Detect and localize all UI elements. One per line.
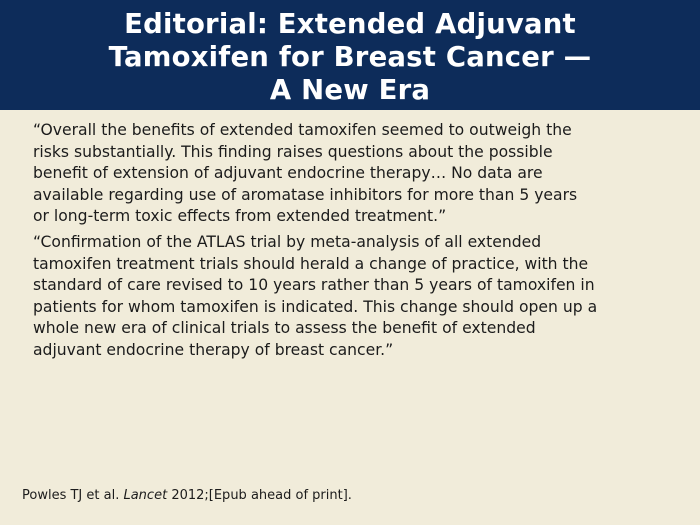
quote-line: whole new era of clinical trials to assess the benefit of extended: [33, 319, 536, 338]
citation: [22, 488, 352, 503]
citation-journal: Lancet: [123, 488, 168, 503]
title-line: Tamoxifen for Breast Cancer —: [108, 40, 592, 73]
quote-line: “Overall the benefits of extended tamoxifen seemed to outweigh the: [33, 121, 572, 139]
title-bar: [0, 0, 700, 110]
quote-line: tamoxifen treatment trials should herald a change of practice, with the: [33, 254, 589, 273]
citation-details: 2012;[Epub ahead of print].: [171, 488, 352, 503]
citation-authors: Powles TJ et al.: [22, 488, 120, 503]
quote-line: adjuvant endocrine therapy of breast cancer.”: [33, 340, 394, 359]
quote-line: “Confirmation of the ATLAS trial by meta-analysis of all extended: [33, 232, 542, 251]
title-line: Editorial: Extended Adjuvant: [124, 7, 576, 40]
quote-paragraph-2: [33, 232, 678, 362]
quote-line: available regarding use of aromatase inhibitors for more than 5 years: [33, 185, 578, 204]
quote-paragraph-1: [33, 120, 678, 228]
title-line: A New Era: [269, 73, 431, 106]
quote-line: risks substantially. This finding raises questions about the possible: [33, 142, 553, 161]
quote-line: benefit of extension of adjuvant endocrine therapy… No data are: [33, 164, 543, 183]
slide-body: [33, 120, 678, 362]
quote-line: or long-term toxic effects from extended treatment.”: [33, 207, 447, 226]
quote-line: patients for whom tamoxifen is indicated. This change should open up a: [33, 297, 598, 316]
slide-title: [109, 4, 592, 107]
quote-line: standard of care revised to 10 years rather than 5 years of tamoxifen in: [33, 276, 595, 295]
